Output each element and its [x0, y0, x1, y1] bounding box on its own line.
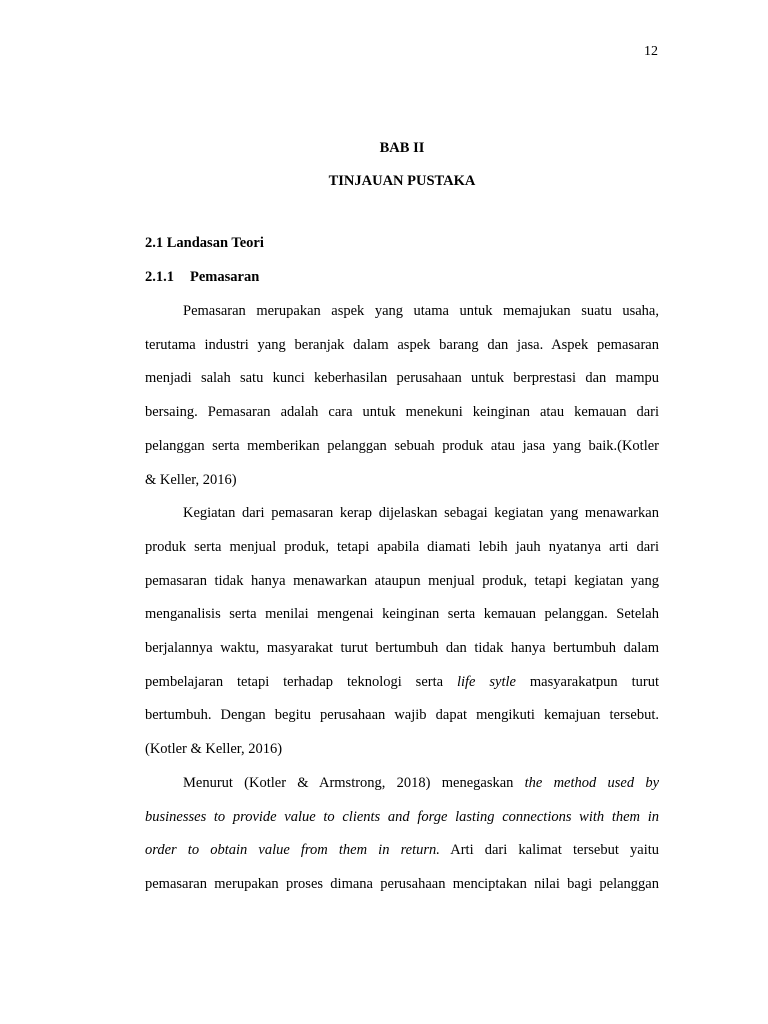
paragraph-line: menjadi salah satu kunci keberhasilan perusahaan untuk berprestasi dan mampu — [145, 370, 659, 387]
paragraph-line — [145, 666, 659, 700]
subsection-heading-2-1-1 — [145, 268, 259, 286]
italic-term: life sytle — [456, 673, 516, 690]
italic-quote: order to obtain value from them in return. — [145, 842, 440, 859]
subsection-number: 2.1.1 — [145, 269, 174, 285]
paragraph-2 — [145, 497, 659, 767]
chapter-title: TINJAUAN PUSTAKA — [328, 173, 476, 189]
paragraph-line: bertumbuh. Dengan begitu perusahaan wajib dapat mengikuti kemajuan tersebut. — [145, 707, 659, 724]
paragraph-line: (Kotler & Keller, 2016) — [145, 741, 283, 758]
chapter-label: BAB II — [379, 140, 425, 156]
paragraph-line: pemasaran merupakan proses dimana perusahaan menciptakan nilai bagi pelanggan — [145, 875, 659, 892]
paragraph-1 — [145, 295, 659, 497]
paragraph-line: & Keller, 2016) — [145, 471, 237, 488]
paragraph-line: terutama industri yang beranjak dalam aspek barang dan jasa. Aspek pemasaran — [145, 336, 659, 353]
body-text — [145, 295, 659, 902]
subsection-title: Pemasaran — [190, 269, 260, 285]
paragraph-3 — [145, 767, 659, 902]
paragraph-line — [145, 767, 659, 801]
italic-quote: businesses to provide value to clients and forge lasting connections with them in — [145, 808, 659, 825]
paragraph-line: bersaing. Pemasaran adalah cara untuk menekuni keinginan atau kemauan dari — [145, 404, 659, 421]
paragraph-line: menganalisis serta menilai mengenai keinginan serta kemauan pelanggan. Setelah — [145, 606, 659, 623]
line-text: pembelajaran tetapi terhadap teknologi serta — [145, 673, 457, 690]
italic-quote: the method used by — [524, 774, 660, 791]
paragraph-line: Pemasaran merupakan aspek yang utama untuk memajukan suatu usaha, — [183, 303, 659, 319]
paragraph-line: berjalannya waktu, masyarakat turut bertumbuh dan tidak hanya bertumbuh dalam — [145, 640, 659, 657]
line-text: Arti dari kalimat tersebut yaitu — [439, 842, 659, 859]
page-number: 12 — [644, 44, 658, 59]
line-text: masyarakatpun turut — [515, 673, 659, 690]
paragraph-line: pelanggan serta memberikan pelanggan sebuah produk atau jasa yang baik.(Kotler — [145, 437, 659, 454]
section-heading-2-1: 2.1 Landasan Teori — [145, 235, 264, 251]
paragraph-line: pemasaran tidak hanya menawarkan ataupun menjual produk, tetapi kegiatan yang — [145, 572, 659, 589]
paragraph-line: produk serta menjual produk, tetapi apabila diamati lebih jauh nyatanya arti dari — [145, 538, 659, 555]
line-text: Menurut (Kotler & Armstrong, 2018) menegaskan — [183, 774, 525, 791]
paragraph-line — [145, 834, 659, 868]
paragraph-line: Kegiatan dari pemasaran kerap dijelaskan sebagai kegiatan yang menawarkan — [183, 505, 659, 522]
paragraph-line — [145, 801, 659, 835]
